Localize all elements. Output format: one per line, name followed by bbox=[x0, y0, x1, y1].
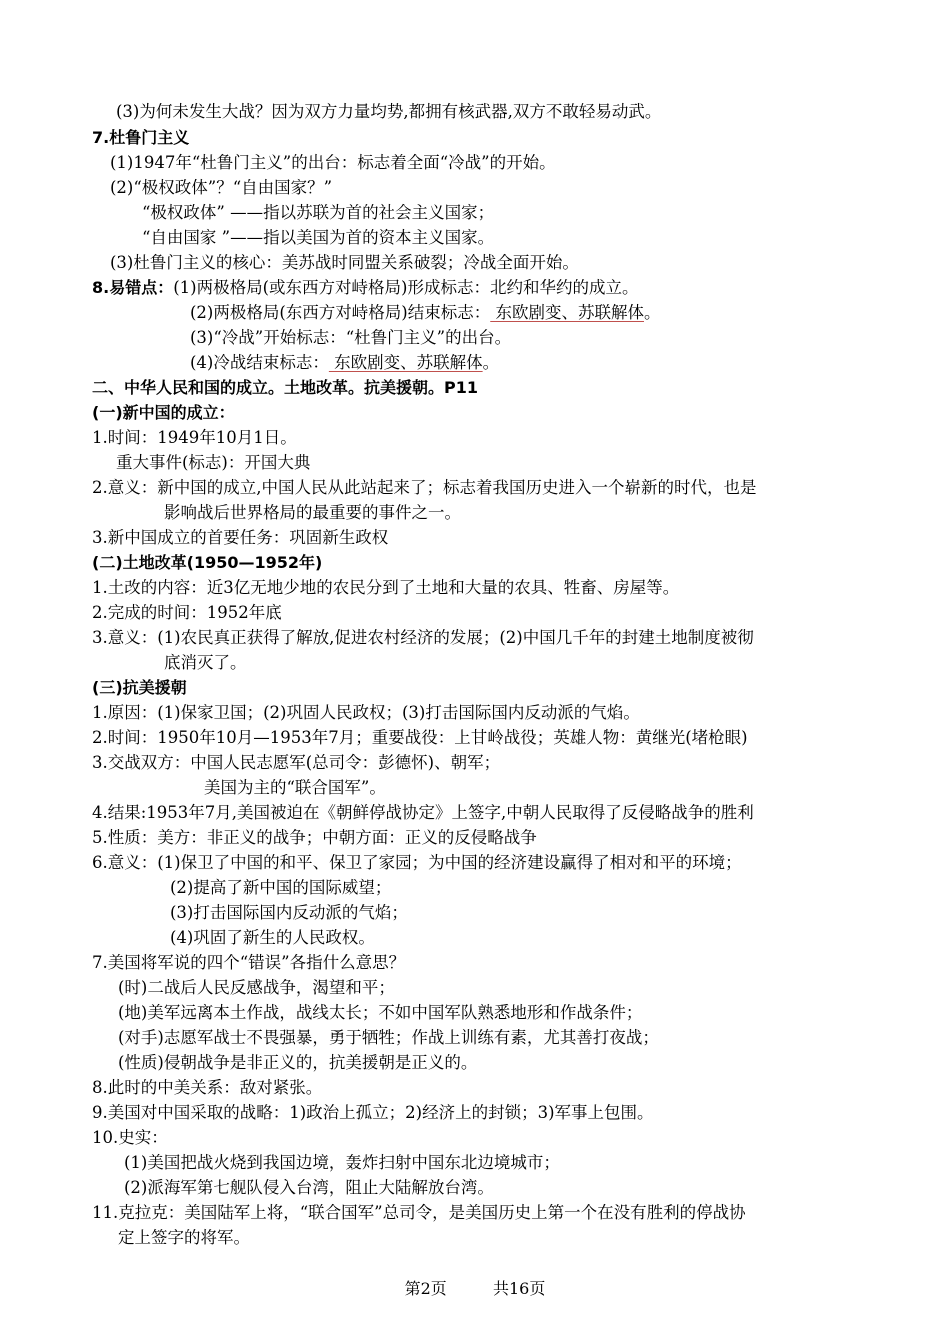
text-line: 重大事件(标志)：开国大典 bbox=[116, 453, 311, 472]
text-line: (2)提高了新中国的国际威望； bbox=[170, 878, 392, 897]
text-line: 8.此时的中美关系：敌对紧张。 bbox=[92, 1078, 323, 1097]
text-line: (地)美军远离本土作战，战线太长；不如中国军队熟悉地形和作战条件； bbox=[118, 1003, 643, 1022]
underlined-answer: 东欧剧变、苏联解体 bbox=[490, 303, 644, 322]
text-line: (对手)志愿军战士不畏强暴，勇于牺牲；作战上训练有素，尤其善打夜战； bbox=[118, 1028, 659, 1047]
text-line: (4)冷战结束标志： bbox=[190, 353, 329, 372]
error-prone-row bbox=[190, 352, 499, 374]
text-line: 2.完成的时间：1952年底 bbox=[92, 603, 282, 622]
subsection-heading: (一)新中国的成立： bbox=[92, 403, 235, 422]
text-line: 底消灭了。 bbox=[164, 653, 247, 672]
text-line: (2)派海军第七舰队侵入台湾，阻止大陆解放台湾。 bbox=[124, 1178, 494, 1197]
section-heading: 7.杜鲁门主义 bbox=[92, 128, 190, 147]
text-line: (1)美国把战火烧到我国边境，轰炸扫射中国东北边境城市； bbox=[124, 1153, 560, 1172]
subsection-heading: (三)抗美援朝 bbox=[92, 678, 187, 697]
text-line: 。 bbox=[482, 353, 500, 372]
section-heading: 8.易错点： bbox=[92, 278, 174, 297]
text-line: “极权政体” ——指以苏联为首的社会主义国家； bbox=[142, 203, 495, 222]
text-line: 3.交战双方：中国人民志愿军(总司令：彭德怀)、朝军； bbox=[92, 753, 501, 772]
text-line: 7.美国将军说的四个“错误”各指什么意思？ bbox=[92, 953, 406, 972]
text-line: (1)1947年“杜鲁门主义”的出台：标志着全面“冷战”的开始。 bbox=[110, 153, 556, 172]
text-line: (3)为何未发生大战？因为双方力量均势,都拥有核武器,双方不敢轻易动武。 bbox=[116, 102, 662, 121]
text-line: (3)打击国际国内反动派的气焰； bbox=[170, 903, 408, 922]
text-line: 定上签字的将军。 bbox=[118, 1228, 250, 1247]
chapter-heading: 二、中华人民和国的成立。土地改革。抗美援朝。P11 bbox=[92, 378, 478, 397]
text-line: “自由国家 ”——指以美国为首的资本主义国家。 bbox=[142, 228, 495, 247]
text-line: 3.意义：(1)农民真正获得了解放,促进农村经济的发展；(2)中国几千年的封建土地制度被彻 bbox=[92, 628, 754, 647]
text-line: 6.意义：(1)保卫了中国的和平、保卫了家园；为中国的经济建设赢得了相对和平的环境； bbox=[92, 853, 742, 872]
error-prone-row bbox=[190, 302, 661, 324]
text-line: 3.新中国成立的首要任务：巩固新生政权 bbox=[92, 528, 389, 547]
text-line: 4.结果:1953年7月,美国被迫在《朝鲜停战协定》上签字,中朝人民取得了反侵略战争的胜利 bbox=[92, 803, 754, 822]
text-line: (性质)侵朝战争是非正义的，抗美援朝是正义的。 bbox=[118, 1053, 478, 1072]
text-line: 2.时间：1950年10月—1953年7月；重要战役：上甘岭战役；英雄人物：黄继光(堵枪眼) bbox=[92, 728, 748, 747]
text-line: 10.史实： bbox=[92, 1128, 168, 1147]
text-line: 1.时间：1949年10月1日。 bbox=[92, 428, 297, 447]
text-line: (2)“极权政体”？“自由国家？” bbox=[110, 178, 333, 197]
text-line: (1)两极格局(或东西方对峙格局)形成标志：北约和华约的成立。 bbox=[173, 278, 639, 297]
text-line: (2)两极格局(东西方对峙格局)结束标志： bbox=[190, 303, 491, 322]
underlined-answer: 东欧剧变、苏联解体 bbox=[328, 353, 483, 372]
text-line: (时)二战后人民反感战争，渴望和平； bbox=[118, 978, 395, 997]
text-line: 美国为主的“联合国军”。 bbox=[204, 778, 386, 797]
text-line: 。 bbox=[644, 303, 661, 322]
text-line: 9.美国对中国采取的战略：1)政治上孤立；2)经济上的封锁；3)军事上包围。 bbox=[92, 1103, 654, 1122]
text-line: 2.意义：新中国的成立,中国人民从此站起来了；标志着我国历史进入一个崭新的时代，也是 bbox=[92, 478, 757, 497]
text-line: (3)“冷战”开始标志：“杜鲁门主义”的出台。 bbox=[190, 328, 512, 347]
text-line: (4)巩固了新生的人民政权。 bbox=[170, 928, 375, 947]
page-number: 第2页 bbox=[404, 1279, 447, 1298]
text-line: 1.原因：(1)保家卫国；(2)巩固人民政权；(3)打击国际国内反动派的气焰。 bbox=[92, 703, 640, 722]
text-line: 5.性质：美方：非正义的战争；中朝方面：正义的反侵略战争 bbox=[92, 828, 537, 847]
subsection-heading: (二)土地改革(1950—1952年) bbox=[92, 553, 323, 572]
text-line: 影响战后世界格局的最重要的事件之一。 bbox=[164, 503, 461, 522]
page-total: 共16页 bbox=[493, 1279, 546, 1298]
error-prone-row bbox=[92, 277, 638, 299]
text-line: (3)杜鲁门主义的核心：美苏战时同盟关系破裂；冷战全面开始。 bbox=[110, 253, 579, 272]
text-line: 1.土改的内容：近3亿无地少地的农民分到了土地和大量的农具、牲畜、房屋等。 bbox=[92, 578, 680, 597]
text-line: 11.克拉克：美国陆军上将，“联合国军”总司令，是美国历史上第一个在没有胜利的停战协 bbox=[92, 1203, 746, 1222]
page-footer bbox=[0, 1276, 950, 1299]
